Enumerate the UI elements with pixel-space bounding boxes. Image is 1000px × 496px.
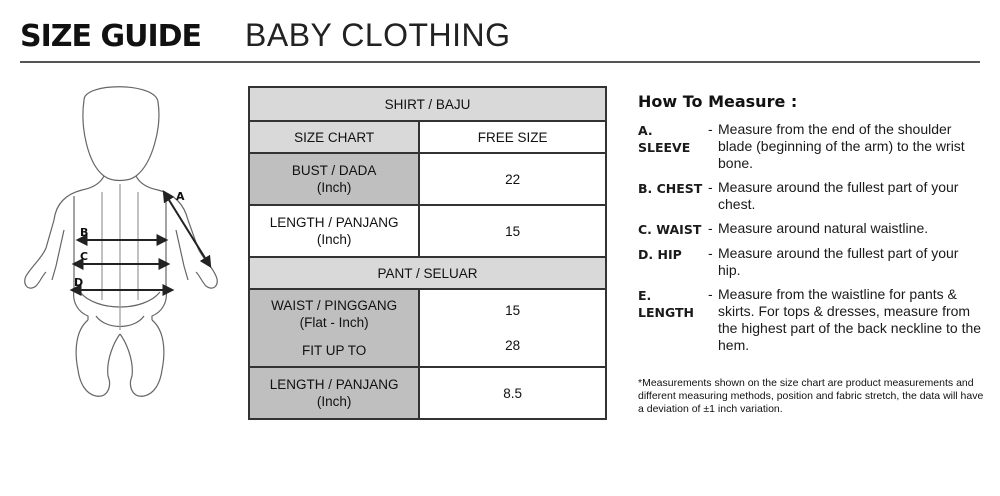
measure-item-text: Measure from the waistline for pants & skirts. For tops & dresses, measure from the highest part of the back neckline to the hem.	[718, 286, 982, 353]
waist-value: 15	[505, 303, 521, 318]
measure-item-label: E. LENGTH	[638, 288, 694, 320]
size-chart-label: SIZE CHART	[249, 121, 419, 153]
baby-outline	[25, 87, 218, 396]
measure-item-waist	[638, 220, 983, 238]
measure-item-dash: -	[708, 220, 713, 236]
measure-item-dash: -	[708, 245, 713, 261]
label-c: C	[80, 250, 89, 263]
measure-item-sleeve	[638, 121, 983, 172]
label-d: D	[74, 276, 84, 289]
measure-item-label: D. HIP	[638, 247, 682, 262]
measure-item-text: Measure from the end of the shoulder blade (beginning of the arm) to the wrist bone.	[718, 121, 965, 171]
measure-item-label: A. SLEEVE	[638, 123, 691, 155]
shirt-length-label-line2: (Inch)	[316, 232, 352, 247]
measure-item-text: Measure around the fullest part of your hip.	[718, 245, 959, 278]
measure-item-label: C. WAIST	[638, 222, 702, 237]
waist-label-line2: (Flat - Inch)	[299, 315, 369, 330]
shirt-length-label	[249, 205, 419, 257]
measurement-lines	[72, 192, 210, 290]
shirt-length-value: 15	[419, 205, 606, 257]
size-chart-table	[248, 86, 607, 420]
baby-figure-illustration	[16, 80, 226, 410]
bust-label	[249, 153, 419, 205]
bust-label-line2: (Inch)	[316, 180, 352, 195]
waist-label-line1: WAIST / PINGGANG	[271, 298, 398, 313]
measure-item-text: Measure around the fullest part of your chest.	[718, 179, 959, 212]
header	[20, 14, 511, 54]
fit-label: FIT UP TO	[301, 343, 367, 358]
measure-item-length	[638, 286, 983, 354]
pant-length-label-line2: (Inch)	[316, 394, 352, 409]
measurement-disclaimer: *Measurements shown on the size chart are product measurements and different measuring methods, position and fabric stretch, the data will have a deviation of ±1 inch variation.	[638, 377, 984, 415]
bust-label-line1: BUST / DADA	[291, 163, 377, 178]
sleeve-measure-line	[164, 192, 210, 266]
measure-item-hip	[638, 245, 983, 279]
shirt-length-label-line1: LENGTH / PANJANG	[269, 215, 399, 230]
pant-header: PANT / SELUAR	[249, 257, 606, 289]
header-divider	[20, 61, 980, 63]
waist-fit-label	[249, 289, 419, 367]
free-size-label: FREE SIZE	[419, 121, 606, 153]
how-to-measure-section	[638, 92, 983, 361]
how-to-measure-title: How To Measure :	[638, 92, 798, 111]
measure-item-chest	[638, 179, 983, 213]
pant-length-label	[249, 367, 419, 419]
bust-value: 22	[419, 153, 606, 205]
page-subtitle: BABY CLOTHING	[245, 17, 511, 53]
measure-item-text: Measure around natural waistline.	[718, 220, 929, 236]
shirt-header: SHIRT / BAJU	[249, 87, 606, 121]
fit-value: 28	[505, 338, 521, 353]
page-title: SIZE GUIDE	[20, 19, 202, 54]
waist-fit-values	[419, 289, 606, 367]
measure-item-dash: -	[708, 121, 713, 137]
pant-length-value: 8.5	[419, 367, 606, 419]
measure-item-dash: -	[708, 179, 713, 195]
pant-length-label-line1: LENGTH / PANJANG	[269, 377, 399, 392]
label-a: A	[176, 190, 185, 203]
label-b: B	[80, 226, 89, 239]
measure-item-dash: -	[708, 286, 713, 302]
measure-item-label: B. CHEST	[638, 181, 703, 196]
